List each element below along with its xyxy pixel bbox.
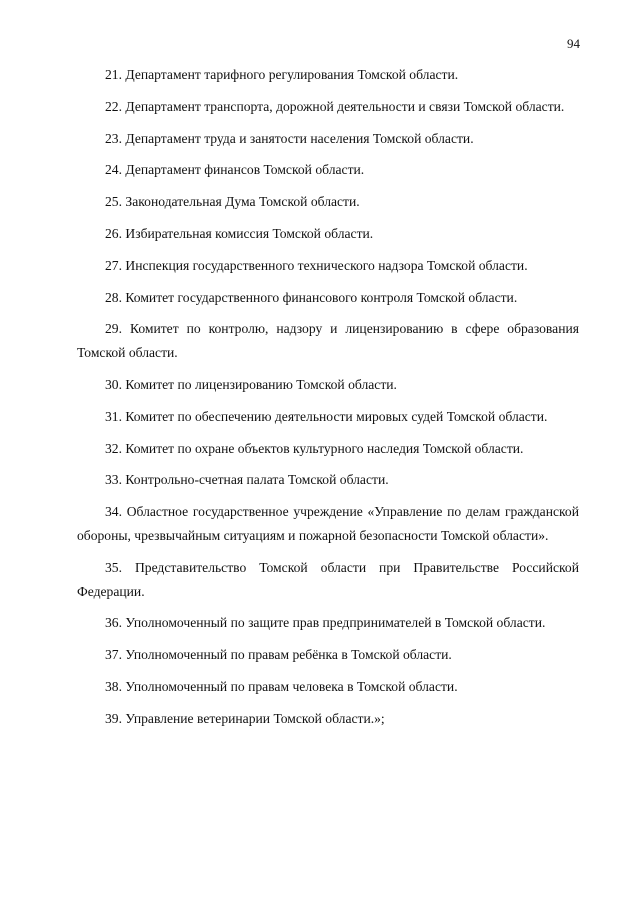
list-item-text: Комитет по контролю, надзору и лицензированию в сфере образования Томской области. bbox=[77, 321, 580, 361]
list-item-number: 35. bbox=[105, 559, 122, 575]
list-item-text: Уполномоченный по правам человека в Томской области. bbox=[125, 678, 458, 694]
list-item-number: 39. bbox=[105, 710, 122, 726]
list-item bbox=[77, 127, 579, 151]
list-item bbox=[77, 707, 579, 731]
list-item-text: Избирательная комиссия Томской области. bbox=[125, 225, 374, 241]
list-item-text: Представительство Томской области при Правительстве Российской Федерации. bbox=[77, 559, 579, 599]
list-item bbox=[77, 158, 579, 182]
list-item bbox=[77, 437, 579, 461]
list-item-text: Департамент финансов Томской области. bbox=[125, 162, 365, 178]
list-item-number: 37. bbox=[105, 647, 122, 663]
list-item-number: 34. bbox=[105, 504, 122, 520]
list-item-text: Комитет по обеспечению деятельности мировых судей Томской области. bbox=[125, 408, 548, 424]
list-item-text: Комитет по лицензированию Томской области. bbox=[125, 376, 397, 392]
list-item bbox=[77, 95, 579, 119]
list-item bbox=[77, 643, 579, 667]
organization-list bbox=[77, 63, 579, 739]
list-item bbox=[77, 286, 579, 310]
list-item-text: Департамент транспорта, дорожной деятельности и связи Томской области. bbox=[125, 98, 565, 114]
list-item-number: 27. bbox=[105, 257, 122, 273]
list-item-text: Уполномоченный по защите прав предпринимателей в Томской области. bbox=[125, 615, 546, 631]
list-item-text: Комитет государственного финансового контроля Томской области. bbox=[125, 289, 518, 305]
list-item bbox=[77, 190, 579, 214]
list-item bbox=[77, 317, 579, 365]
list-item-number: 33. bbox=[105, 472, 122, 488]
page-number: 94 bbox=[567, 36, 580, 51]
list-item bbox=[77, 468, 579, 492]
list-item bbox=[77, 611, 579, 635]
list-item-text: Законодательная Дума Томской области. bbox=[125, 194, 360, 210]
list-item-text: Уполномоченный по правам ребёнка в Томской области. bbox=[125, 647, 452, 663]
list-item-number: 32. bbox=[105, 440, 122, 456]
list-item-text: Управление ветеринарии Томской области.»; bbox=[125, 710, 385, 726]
list-item-number: 38. bbox=[105, 678, 122, 694]
list-item bbox=[77, 254, 579, 278]
list-item-number: 26. bbox=[105, 225, 122, 241]
list-item-number: 24. bbox=[105, 162, 122, 178]
list-item-text: Областное государственное учреждение «Управление по делам гражданской обороны, чрезвычайным ситуациям и пожарной безопасности Томской области». bbox=[77, 504, 579, 543]
list-item-text: Инспекция государственного технического надзора Томской области. bbox=[125, 257, 528, 273]
list-item-number: 22. bbox=[105, 98, 122, 114]
list-item-number: 21. bbox=[105, 67, 122, 82]
list-item-number: 31. bbox=[105, 408, 122, 424]
list-item bbox=[77, 556, 579, 604]
list-item-number: 23. bbox=[105, 130, 122, 146]
list-item-text: Департамент тарифного регулирования Томской области. bbox=[125, 67, 459, 82]
list-item bbox=[77, 675, 579, 699]
list-item-number: 36. bbox=[105, 615, 122, 631]
list-item-number: 28. bbox=[105, 289, 122, 305]
list-item bbox=[77, 63, 579, 87]
list-item bbox=[77, 222, 579, 246]
list-item-number: 30. bbox=[105, 376, 122, 392]
list-item-text: Департамент труда и занятости населения Томской области. bbox=[125, 130, 474, 146]
list-item-text: Контрольно-счетная палата Томской области. bbox=[125, 472, 389, 488]
list-item-text: Комитет по охране объектов культурного наследия Томской области. bbox=[125, 440, 524, 456]
list-item bbox=[77, 405, 579, 429]
list-item-number: 25. bbox=[105, 194, 122, 210]
list-item-number: 29. bbox=[105, 321, 122, 337]
list-item bbox=[77, 500, 579, 548]
list-item bbox=[77, 373, 579, 397]
